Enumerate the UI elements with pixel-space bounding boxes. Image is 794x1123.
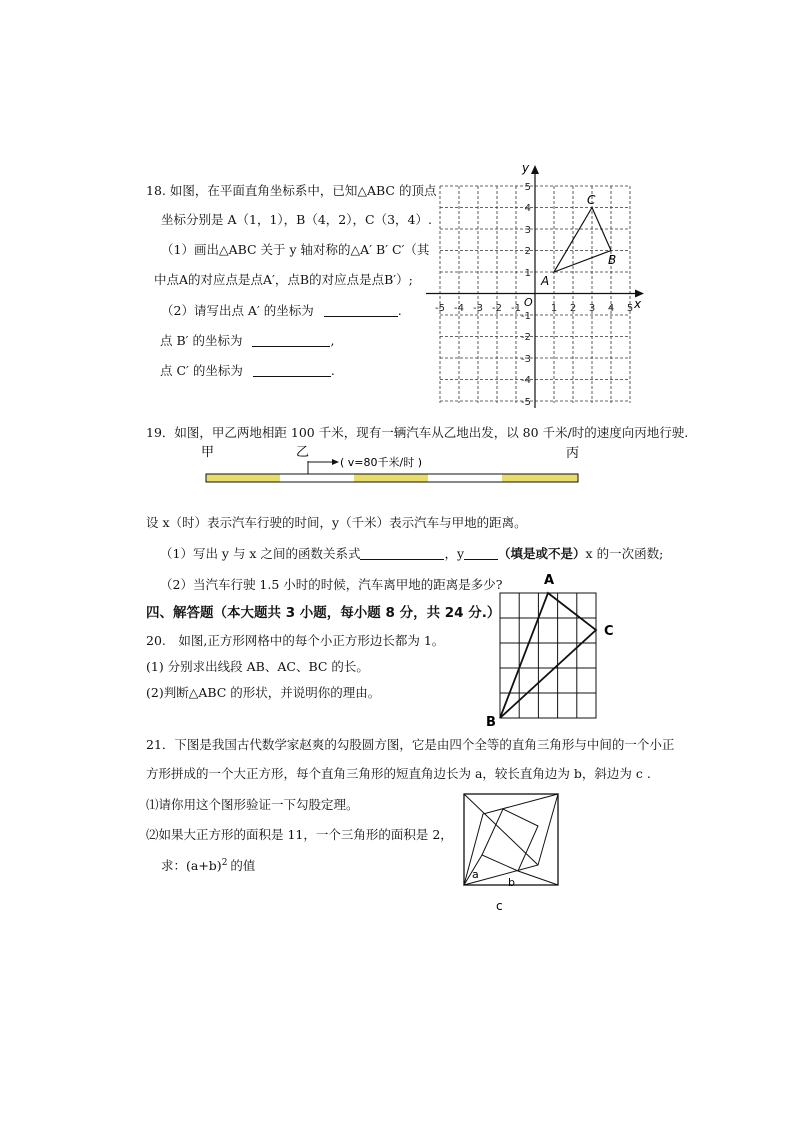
q21-line-2: 方形拼成的一个大正方形，每个直角三角形的短直角边长为 a，较长直角边为 b，斜边为 c . [146,766,651,781]
origin-label: O [524,296,533,309]
q18-answer-c [160,363,335,378]
x-tick-label: 5 [626,303,634,314]
point-c-label: C [587,193,596,207]
hypotenuse-line [518,871,558,885]
q18-line-7: 点 C′ 的坐标为 [160,363,243,378]
label-bing: 丙 [566,446,580,461]
q18-blank-c[interactable] [253,364,331,377]
road-segment [206,474,280,482]
x-tick-label: 3 [588,303,596,314]
q18-line-6: 点 B′ 的坐标为 [160,333,243,348]
q18-line-5: （2）请写出点 A′ 的坐标为 [161,303,314,318]
q19-blank-isornot[interactable] [464,547,498,560]
y-tick-label: 2 [524,246,531,257]
speed-label: ( v=80千米/时 ) [340,456,423,469]
q19-line-3c: （填是或不是） [498,546,586,561]
q18-period: . [397,303,402,318]
y-tick-label: 1 [524,268,531,279]
square-grid [500,593,596,718]
coordinate-graph [420,158,650,410]
q18-line-3: （1）画出△ABC 关于 y 轴对称的△A′ B′ C′（其 [161,242,430,257]
grid-label-a: A [544,573,555,588]
q18-answer-b [160,333,334,348]
distance-diagram [196,441,586,487]
q19-line-3d: x 的一次函数; [585,546,664,561]
section-4-title: 四、解答题（本大题共 3 小题，每小题 8 分，共 24 分.） [146,605,501,621]
q21-line-5a: 求：(a+b) [161,858,222,874]
q21-line-5 [161,858,255,873]
grid-label-c: C [604,624,614,639]
point-b-label: B [608,253,617,267]
y-axis-arrow [531,165,539,174]
side-a-label: a [472,868,479,881]
q18-line-2: 坐标分别是 A（1，1），B（4，2），C（3，4）. [161,212,432,227]
x-tick-labels [435,303,633,314]
x-tick-label: -2 [492,303,502,314]
y-axis-label: y [522,161,530,175]
q18-line-4: 中点A的对应点是点A′，点B的对应点是点B′）; [154,272,413,287]
q21-exponent: 2 [221,858,228,868]
y-tick-label: 4 [524,203,531,214]
q19-blank-function[interactable] [360,547,444,560]
q20-line-1: 20. 如图,正方形网格中的每个小正方形边长都为 1。 [146,633,445,648]
x-tick-label: -3 [473,303,483,314]
side-c-label: c [496,899,503,913]
q19-line-2: 设 x（时）表示汽车行驶的时间，y（千米）表示汽车与甲地的距离。 [146,515,527,530]
q18-comma: , [330,333,335,348]
inner-square [482,809,538,871]
road-segment [502,474,578,482]
x-tick-label: -5 [435,303,445,314]
diagonal-line [464,794,538,865]
x-tick-label: -4 [454,303,464,314]
x-tick-label: 2 [569,303,577,314]
y-tick-label: -2 [521,332,531,343]
q21-line-1: 21．下图是我国古代数学家赵爽的勾股圆方图，它是由四个全等的直角三角形与中间的一个小正 [146,737,675,752]
q19-line-3 [160,546,663,561]
grid-border [500,593,596,718]
q19-line-3a: （1）写出 y 与 x 之间的函数关系式 [160,546,361,561]
road-segment [354,474,428,482]
triangle-abc [554,208,611,273]
label-yi: 乙 [296,445,310,460]
y-tick-labels [521,182,531,408]
point-a-label: A [541,274,550,288]
x-axis-label: x [634,297,642,311]
y-tick-label: 3 [524,225,531,236]
y-tick-label: -4 [521,375,531,386]
q20-line-2: (1) 分别求出线段 AB、AC、BC 的长。 [146,659,369,674]
x-tick-label: 4 [607,303,615,314]
x-tick-label: -1 [511,303,521,314]
q20-line-3: (2)判断△ABC 的形状，并说明你的理由。 [146,685,381,700]
grid-label-b: B [486,715,496,728]
q21-line-4: ⑵如果大正方形的面积是 11，一个三角形的面积是 2， [146,827,453,842]
q21-line-5b: 的值 [230,858,256,874]
y-tick-label: -3 [521,354,531,365]
triangle-abc-grid [500,593,596,718]
direction-arrowhead [332,459,339,465]
q19-line-4: （2）当汽车行驶 1.5 小时的时候，汽车离甲地的距离是多少? [160,577,503,592]
q18-line-1: 18. 如图，在平面直角坐标系中，已知△ABC 的顶点 [146,183,437,198]
q18-period-c: . [330,363,335,378]
q19-line-1: 19．如图，甲乙两地相距 100 千米，现有一辆汽车从乙地出发，以 80 千米/时的速度向丙地行驶. [146,425,689,440]
square-grid-figure [480,568,620,728]
zhao-shuang-diagram [455,787,567,915]
y-tick-label: -1 [521,311,531,322]
q19-line-3b: ，y [444,546,465,561]
q21-line-3: ⑴请你用这个图形验证一下勾股定理。 [146,797,359,812]
y-tick-label: 5 [524,182,531,193]
q18-blank-b[interactable] [252,334,330,347]
q18-blank-a[interactable] [324,304,398,317]
label-jia: 甲 [201,445,215,460]
side-b-label: b [508,876,515,889]
y-tick-label: -5 [521,397,531,408]
q18-answer-a [161,303,402,318]
x-tick-label: 1 [550,303,558,314]
